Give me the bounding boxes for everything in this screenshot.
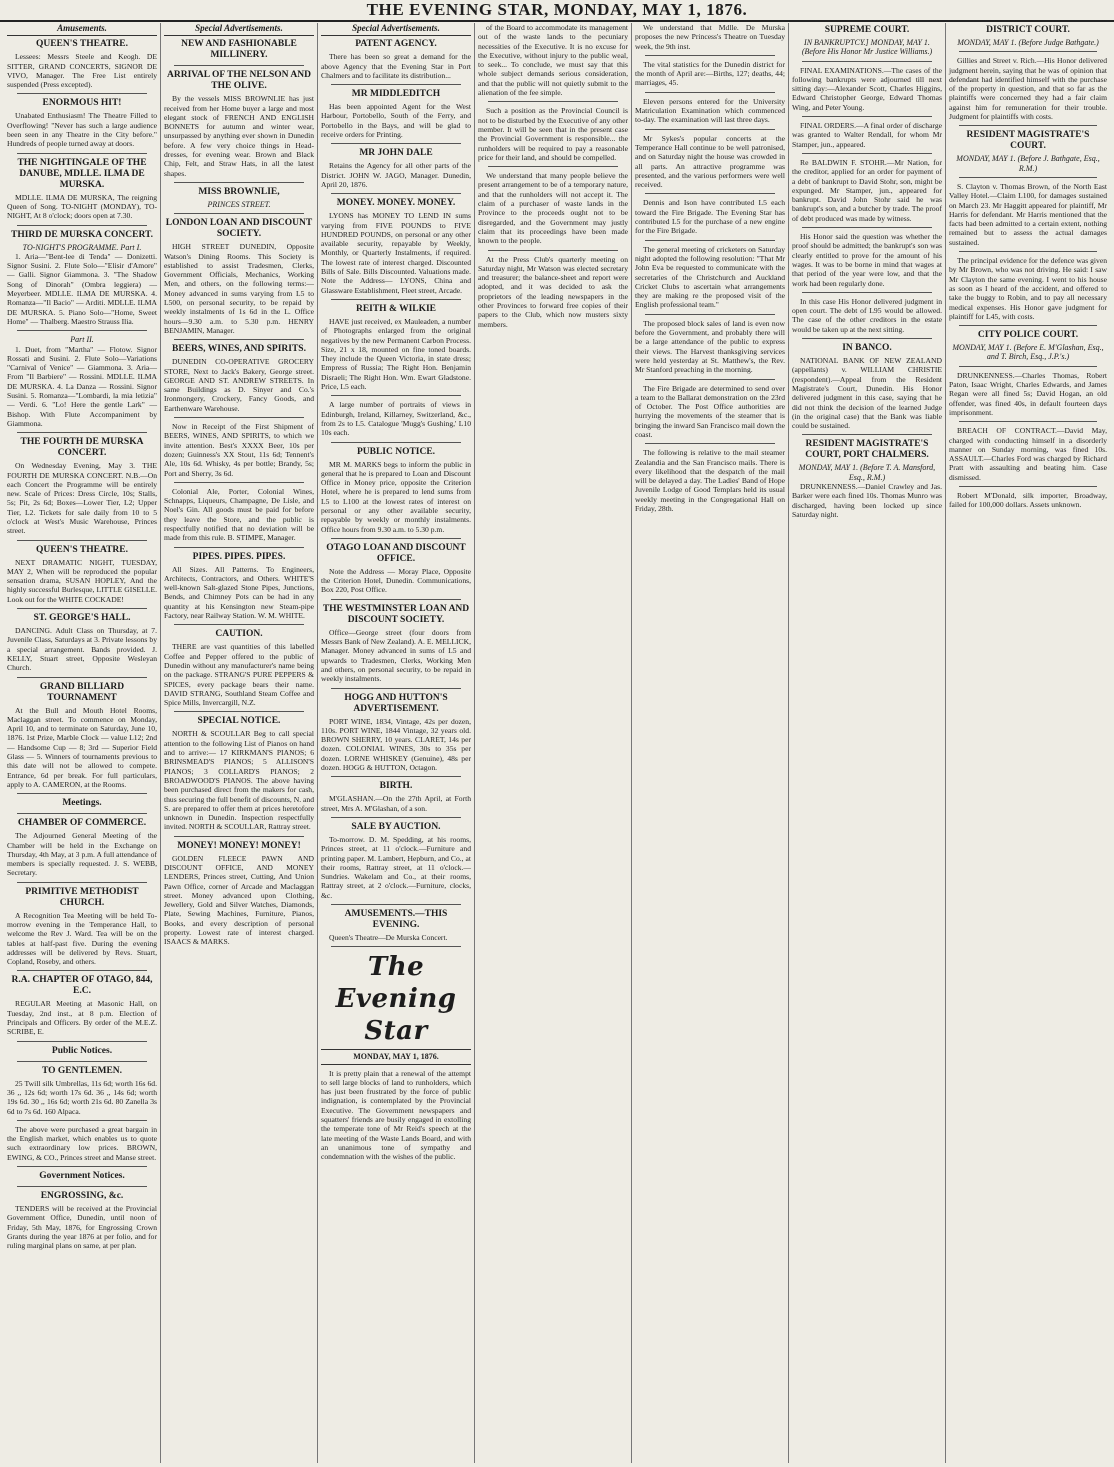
body-text: S. Clayton v. Thomas Brown, of the North East Valley Hotel.—Claim L100, for damages sustained on March 23. Mr Haggitt appeared for plaintiff, Mr Harris for defendant. Mr Harris mentioned that the facts had been admitted to a certain extent, nothing remained but to assess the actual damages sustained. — [949, 181, 1107, 247]
divider — [17, 1061, 147, 1062]
headline: THE NIGHTINGALE OF THE DANUBE, MDLLE. ILMA DE MURSKA. — [17, 157, 147, 190]
body-text: A Recognition Tea Meeting will be held To-morrow evening in the Temperance Hall, to welcome the Rev J. Ward. Tea will be on the tables at half-past five. During the evening addresses will be delivered by Revs. Stuart, Copland, Roseby, and others. — [7, 910, 157, 967]
article-block — [949, 25, 1107, 47]
body-text: The principal evidence for the defence was given by Mr Brown, who was not driving. He said: I saw Mr Clayton the same evening. I went to his house as soon as I heard of the accident, and offered to take the buggy to Robin, and to pay all necessary medical expenses. His Honor gave judgment for plaintiff for L45, with costs. — [949, 256, 1107, 321]
divider — [331, 599, 461, 600]
headline: RESIDENT MAGISTRATE'S COURT, PORT CHALMERS. — [805, 439, 929, 461]
masthead-title: THE EVENING STAR, MONDAY, MAY 1, 1876. — [366, 0, 748, 19]
divider — [17, 1120, 147, 1121]
divider — [959, 486, 1097, 487]
headline: REITH & WILKIE — [355, 303, 437, 314]
article-block — [7, 1191, 157, 1250]
divider — [331, 143, 461, 144]
body-text: FINAL EXAMINATIONS.—The cases of the following bankrupts were adjourned till next sitting day:—Alexander Scott, Charles Higgins, Edward Christopher George, Edward Thomas Wing, and Peter Young. — [792, 65, 942, 112]
headline: ST. GEORGE'S HALL. — [33, 613, 131, 624]
divider — [17, 1186, 147, 1187]
column-4 — [475, 23, 632, 1463]
article-block — [321, 1069, 471, 1162]
article-block — [321, 39, 471, 80]
article-block — [164, 716, 314, 831]
body-text: DANCING. Adult Class on Thursday, at 7. Juvenile Class, Saturdays at 3. Private lessons by a special arrangement. Bands provided. J. KELLY, Stuart street, Opposite Wesleyan Church. — [7, 626, 157, 673]
body-text: Note the Address — Moray Place, Opposite the Criterion Hotel, Dunedin. Communications, Box 220, Post Office. — [321, 566, 471, 595]
article-block — [7, 545, 157, 604]
body-text: His Honor said the question was whether the proof should be admitted; the bankrupt's son was clearly entitled to prove for the amount of his wages. It was to be borne in mind that wages at that period of the year were low, and that the work had been regularly done. — [792, 232, 942, 288]
article-block — [792, 439, 942, 519]
divider — [488, 101, 618, 102]
headline: ARRIVAL OF THE NELSON AND THE OLIVE. — [167, 70, 311, 92]
article-block — [792, 232, 942, 288]
article-block — [321, 304, 471, 391]
article-block — [7, 1125, 157, 1162]
body-text: 1. Duet, from "Martha" — Flotow. Signor Rossati and Susini. 2. Flute Solo—Variations "Carnival of Venice" — Giammona. 3. Aria—From "Il Barbiere" — Rossini. MDLLE. ILMA DE MURSKA. 4. La Danza — Rossini. Signor Susini. 5. Romanza—"Lombardi, la mia letizia" — Verdi. 6. "Lo! Here the gentle Lark" — Bishop. With Flute Accompaniment by Giammona. — [7, 344, 157, 428]
column-heading: Amusements. — [7, 23, 157, 36]
headline: NEW AND FASHIONABLE MILLINERY. — [181, 39, 297, 61]
article-block — [7, 613, 157, 672]
divider — [174, 213, 304, 214]
headline: HOGG AND HUTTON'S ADVERTISEMENT. — [344, 692, 448, 714]
headline: GRAND BILLIARD TOURNAMENT — [39, 681, 125, 703]
article-block — [164, 841, 314, 947]
column-2 — [161, 23, 318, 1463]
evening-star-masthead — [321, 951, 471, 1064]
article-block — [164, 70, 314, 178]
divider — [17, 432, 147, 433]
headline: SALE BY AUCTION. — [351, 821, 441, 832]
body-text: Now in Receipt of the First Shipment of BEERS, WINES, AND SPIRITS, to which we invite attention. Best's XXXX Beer, 10s per dozen; Guinness's XX Stout, 11s 6d; Tennent's Ale, 10s 6d. Whisky, 4s per bottle; Brandy, 5s; Port and Sherry, 3s 6d. — [164, 422, 314, 478]
body-text: The above were purchased a great bargain in the English market, which enables us to quote such extraordinary low prices. BROWN, EWING, & CO., Princes street and Manse street. — [7, 1124, 157, 1162]
article-block — [7, 818, 157, 877]
body-text: PORT WINE, 1834, Vintage, 42s per dozen, 110s. PORT WINE, 1844 Vintage, 32 years old. BROWN SHERRY, 10 years. CLARET, 14s per dozen. COLONIAL WINES, 30s to 35s per dozen. LORNE WHISKEY (Genuine), 48s per dozen. HOGG & HUTTON, Octagon. — [321, 716, 471, 773]
article-block — [321, 693, 471, 773]
divider — [174, 836, 304, 837]
article-block — [792, 297, 942, 334]
divider — [331, 688, 461, 689]
headline: PIPES. PIPES. PIPES. — [192, 551, 286, 562]
divider — [802, 153, 932, 154]
headline: THE WESTMINSTER LOAN AND DISCOUNT SOCIETY. — [322, 603, 470, 625]
divider — [17, 153, 147, 154]
article-block — [321, 909, 471, 942]
headline: R.A. CHAPTER OF OTAGO, 844, E.C. — [11, 975, 153, 997]
divider — [174, 624, 304, 625]
article-block — [792, 158, 942, 223]
subheading: Part II. — [70, 335, 94, 345]
body-text: Gillies and Street v. Rich.—His Honor delivered judgment herein, saying that he was of opinion that defendant had identified himself with the purchase of the property in question, and that so far as the plaintiffs were concerned they had a fair claim against him for remuneration for their trouble. Judgment for plaintiffs with costs. — [949, 56, 1107, 122]
body-text: The proposed block sales of land is even now before the Government, and probably there will be a large attendance of the public to express their views. The Harvest thanksgiving services were held yesterday at St. Matthew's, the Rev. Mr Stanford preaching in the morning. — [635, 318, 785, 375]
divider — [331, 904, 461, 905]
body-text: HIGH STREET DUNEDIN, Opposite Watson's Dining Rooms. This Society is established to assist Tradesmen, Clerks, Government Officials, Mechanics, Working Men, and others, on the following terms:— Money advanced in sums varying from L5 to L500, on personal security, to be repaid by weekly instalments of 1s 6d in the L. Office hours—9.30 a.m. to 5.30 p.m. HENRY BENJAMIN, Manager. — [164, 242, 314, 335]
divider — [17, 813, 147, 814]
article-block — [164, 487, 314, 543]
column-7 — [946, 23, 1110, 1463]
divider — [174, 711, 304, 712]
article-block — [7, 335, 157, 428]
divider — [17, 330, 147, 331]
body-text: REGULAR Meeting at Masonic Hall, on Tuesday, 2nd inst., at 8 p.m. Election of Principals and Officers. By order of the M.E.Z. SCRIBE, E. — [7, 999, 157, 1037]
headline: ENORMOUS HIT! — [42, 98, 122, 109]
headline: THE FOURTH DE MURSKA CONCERT. — [20, 437, 144, 459]
divider — [17, 970, 147, 971]
subheading: MONDAY, MAY 1. (Before J. Bathgate, Esq., R.M.) — [956, 154, 1100, 173]
divider — [645, 129, 775, 130]
body-text: Office—George street (four doors from Messrs Bank of New Zealand). A. E. MELLICK, Manager. Money advanced in sums of L5 and upwards to Tradesmen, Clerks, Working Men and others, on personal security, to be repaid in weekly instalments. — [321, 627, 471, 684]
body-text: There has been so great a demand for the above Agency that the Evening Star in Port Chalmers and to facilitate its distribution... — [321, 52, 471, 80]
divider — [17, 677, 147, 678]
body-text: NATIONAL BANK OF NEW ZEALAND (appellants) v. WILLIAM CHRISTIE (respondent).—Appeal from the Resident Magistrate's Court, Dunedin. His Honor delivered judgment in this case, saying that he did not think the decision of the learned Judge (in the original case) that the Bank was liable could be sustained. — [792, 356, 942, 431]
body-text: HAVE just received, ex Mauleaden, a number of Photographs enlarged from the original negatives by the new Permanent Carbon Process. Size, 21 x 18, mounted on fine toned boards. They include the Queen Victoria, in state dress; Empress of Russia; The Right Hon. Benjamin Disraeli; The Right Hon. Wm. Ewart Gladstone. Price, L5 each. — [321, 316, 471, 392]
headline: PUBLIC NOTICE. — [356, 446, 436, 457]
article-block — [949, 56, 1107, 121]
body-text: LYONS has MONEY TO LEND IN sums varying from FIVE POUNDS to FIVE HUNDRED POUNDS, on personal or any other available security, repayable by Weekly, Monthly, or Quarterly Instalments, if required. The lowest rate of interest charged. Discounted Bills of Sale. Bills Discounted. Valuations made. Note the Address— LYONS, China and Glassware Establishment, Fleet street, Arcade. — [321, 211, 471, 295]
article-block — [321, 198, 471, 295]
article-block — [635, 384, 785, 440]
body-text: NEXT DRAMATIC NIGHT, TUESDAY, MAY 2, When will be reproduced the popular sensation drama, SUSAN HOPLEY, And the highly successful Burlesque, LITTLE GISELLE. Look out for the WHITE COCKADE! — [7, 557, 157, 604]
divider — [645, 55, 775, 56]
body-text: BREACH OF CONTRACT.—David May, charged with conducting himself in a disorderly manner on Sunday morning, was fined 10s. ASSAULT.—Charles Ford was charged by Richard Pratt with assaulting and beating him. Case dismissed. — [949, 426, 1107, 482]
column-heading: Special Advertisements. — [164, 23, 314, 36]
divider — [331, 538, 461, 539]
divider — [802, 116, 932, 117]
article-block — [635, 319, 785, 375]
article-block — [7, 437, 157, 535]
body-text: All Sizes. All Patterns. To Engineers, Architects, Contractors, and Others. WHITE'S well-known Salt-glazed Stone Pipes, Junctions, Bends, and Chimney Pots can be had in any quantity at his Kensington new Steam-pipe Factory, near Railway Station. W. M. WHITE. — [164, 564, 314, 621]
article-block — [949, 256, 1107, 321]
headline: OTAGO LOAN AND DISCOUNT OFFICE. — [326, 542, 466, 564]
article-block — [949, 330, 1107, 362]
body-text: TENDERS will be received at the Provincial Government Office, Dunedin, until noon of Friday, 5th May, 1876, for Engrossing Crown Grants during the year 1876 at per folio, and for ruling marginal plans on same, at per plan. — [7, 1204, 157, 1251]
headline: IN BANCO. — [842, 343, 892, 354]
body-text: By the vessels MISS BROWNLIE has just received from her Home buyer a large and most elegant stock of FRENCH AND ENGLISH BONNETS for autumn and winter wear, unsurpassed by anything ever shown in Dunedin before. A few very choice things in Head-dresses, for evening wear. Brown and Black Chip, Felt, and Straw Hats, in all the latest shapes. — [164, 94, 314, 178]
headline: RESIDENT MAGISTRATE'S COURT. — [966, 130, 1090, 152]
subheading: IN BANKRUPTCY.] MONDAY, MAY 1. (Before His Honor Mr Justice Williams.) — [801, 38, 933, 57]
article-block — [164, 422, 314, 478]
column-6 — [789, 23, 946, 1463]
divider — [645, 240, 775, 241]
divider — [645, 443, 775, 444]
article-block — [7, 230, 157, 327]
article-block — [7, 798, 157, 809]
body-text: Robert M'Donald, silk importer, Broadway, failed for 100,000 dollars. Assets unknown. — [949, 490, 1107, 510]
divider — [174, 182, 304, 183]
article-block — [792, 121, 942, 149]
article-block — [792, 66, 942, 112]
divider — [331, 946, 461, 947]
headline: MR JOHN DALE — [359, 148, 433, 159]
article-block — [478, 106, 628, 162]
article-block — [164, 218, 314, 335]
headline: THIRD DE MURSKA CONCERT. — [10, 229, 153, 240]
divider — [959, 325, 1097, 326]
article-block — [478, 171, 628, 245]
article-block — [792, 25, 942, 57]
article-block — [635, 134, 785, 190]
divider — [174, 482, 304, 483]
headline: CAUTION. — [215, 629, 263, 640]
article-block — [478, 255, 628, 329]
headline: PATENT AGENCY. — [355, 39, 437, 50]
headline: PRIMITIVE METHODIST CHURCH. — [25, 886, 139, 908]
headline: TO GENTLEMEN. — [41, 1065, 123, 1076]
article-block — [164, 629, 314, 707]
body-text: MR M. MARKS begs to inform the public in general that he is prepared to Loan and Discount Office in Money price, opposite the Criterion Hotel, where he is prepared to lend sums from L5 to L100 at the lowest rates of interest on personal or any other available security, repayable by weekly or monthly instalments. Office hours from 9.30 a.m. to 5.30 p.m. — [321, 459, 471, 534]
subheading: MONDAY, MAY 1. (Before T. A. Mansford, Esq., R.M.) — [798, 463, 936, 482]
divider — [331, 299, 461, 300]
divider — [174, 339, 304, 340]
divider — [17, 540, 147, 541]
body-text: Lessees: Messrs Steele and Keogh. DE SITTER, GRAND CONCERTS, SIGNOR DE VIVO, Manager. The Free List entirely suspended (Press excepted). — [7, 52, 157, 90]
headline: MONEY! MONEY! MONEY! — [177, 840, 301, 851]
column-3 — [318, 23, 475, 1463]
body-text: FINAL ORDERS.—A final order of discharge was granted to Walter Rendall, for whom Mr Stamper, jun., appeared. — [792, 121, 942, 149]
article-block — [7, 682, 157, 790]
body-text: Unabated Enthusiasm! The Theatre Filled to Overflowing! "Never has such a large audience been seen in any Theatre in the City before." Hundreds of people turned away at doors. — [7, 111, 157, 149]
body-text: It is pretty plain that a renewal of the attempt to sell large blocks of land to runholders, which has just been frustrated by the force of public indignation, is contemplated by the Provincial Executive. The Government newspapers and squatters' friends are busily engaged in extolling the temperate tone of Mr Reid's speech at the late meeting of the Waste Lands Board, and with an unanimous tone of sympathy and condemnation with the wishes of the public. — [321, 1068, 471, 1162]
divider — [17, 225, 147, 226]
divider — [959, 51, 1097, 52]
article-block — [635, 60, 785, 88]
article-block — [478, 23, 628, 97]
headline: ENGROSSING, &c. — [40, 1191, 124, 1202]
headline: LONDON LOAN AND DISCOUNT SOCIETY. — [165, 218, 313, 240]
body-text: Queen's Theatre—De Murska Concert. — [329, 933, 448, 942]
body-text: 25 Twill silk Umbrellas, 11s 6d; worth 16s 6d. 36 ,, 12s 6d; worth 17s 6d. 36 ,, 14s 6d; worth 19s 6d. 30 ,, 16s 6d; worth 21s 6d. 80 Zanella 3s 6d to 7s 6d. 160 Alpaca. — [7, 1078, 157, 1116]
subheading: TO-NIGHT'S PROGRAMME. Part I. — [22, 242, 142, 252]
body-text: On Wednesday Evening, May 3. THE FOURTH DE MURSKA CONCERT. N.B.—On each Concert the Programme will be entirely new. Scale of Prices: Dress Circle, 10s; Stalls, 5s; Pit, 2s 6d; Boxes—Lower Tier, L2; Upper Tier, L2. Tickets for sale daily from 10 to 5 o'clock at West's Music Warehouse, Princes street. — [7, 461, 157, 536]
body-text: DUNEDIN CO-OPERATIVE GROCERY STORE, Next to Jack's Bakery, George street. GEORGE AND ST. ANDREW STREETS. In same Buildings as D. Sinyer and Co.'s Ironmongery, Crockery, Fancy Goods, and Earthenware Warehouse. — [164, 357, 314, 413]
headline: MISS BROWNLIE, — [198, 186, 280, 197]
article-block — [949, 130, 1107, 173]
headline: MR MIDDLEDITCH — [351, 89, 441, 100]
subheading: MONDAY, MAY 1. (Before E. M'Glashan, Esq., and T. Birch, Esq., J.P.'s.) — [952, 343, 1104, 362]
body-text: DRUNKENNESS.—Charles Thomas, Robert Paton, Isaac Wright, Charles Edwards, and James Regan were all fined 5s; David Hogan, an old offender, was fined 40s, in default fourteen days imprisonment. — [949, 370, 1107, 417]
divider — [959, 125, 1097, 126]
divider — [488, 250, 618, 251]
body-text: Retains the Agency for all other parts of the District. JOHN W. JAGO, Manager. Dunedin, April 20, 1876. — [321, 161, 471, 189]
divider — [488, 166, 618, 167]
body-text: M'GLASHAN.—On the 27th April, at Forth street, Mrs A. M'Glashan, of a son. — [321, 794, 471, 813]
divider — [802, 61, 932, 62]
divider — [331, 84, 461, 85]
body-text: DRUNKENNESS.—Daniel Crawley and Jas. Barker were each fined 10s. Thomas Munro was discharged, having been locked up since Saturday night. — [792, 481, 942, 519]
body-text: The following is relative to the mail steamer Zealandia and the San Francisco mails. There is every likelihood that the despatch of the mail will be delayed a day. The Ladies' Band of Hope Juvenile Lodge of Good Templars held its usual weekly meeting in the Congregational Hall on Friday, 28th. — [635, 448, 785, 514]
body-text: MDLLE. ILMA DE MURSKA, The reigning Queen of Song. TO-NIGHT (MONDAY), TO-NIGHT, At 8 o'clock; doors open at 7.30. — [7, 192, 157, 221]
body-text: THERE are vast quantities of this labelled Coffee and Pepper offered to the public of Dunedin without any manufacturer's name being on the package. STRANG'S PURE PEPPERS & SPICES, every package bears their name. DAVID STRANG, Southland Steam Coffee and Spice Mills, Invercargill, N.Z. — [164, 642, 314, 708]
article-block — [321, 781, 471, 813]
divider — [17, 608, 147, 609]
headline: Meetings. — [62, 798, 102, 809]
article-block — [321, 822, 471, 900]
headline: Government Notices. — [39, 1171, 125, 1182]
divider — [331, 776, 461, 777]
article-block — [7, 1171, 157, 1182]
headline: SPECIAL NOTICE. — [197, 716, 281, 727]
body-text: In this case His Honor delivered judgment in open court. The debt of L95 would be allowed. The case of the other creditors in the estate would be taken up at the next sitting. — [792, 296, 942, 334]
article-block — [321, 148, 471, 189]
divider — [802, 227, 932, 228]
article-block — [164, 39, 314, 61]
article-block — [164, 187, 314, 209]
body-text: A large number of portraits of views in Edinburgh, Ireland, Killarney, Switzerland, &c., from 2s to L5. Catalogue 'Mugg's Gushing,' L10 10s each. — [321, 400, 471, 438]
body-text: Re BALDWIN F. STOHR.—Mr Nation, for the creditor, applied for an order for payment of a debt of bankrupt to David Stohr, son, might be expunged. Mr Stamper, jun., appeared for bankrupt. David John Stohr said he was bankrupt's son, and a butcher by trade. The proof of debt produced was made by witness. — [792, 157, 942, 223]
body-text: The Fire Brigade are determined to send over a team to the Ballarat demonstration on the 23rd of October. The Post Office authorities are hurrying the movements of the steamer that is bringing the inward San Francisco mail down the coast. — [635, 383, 785, 439]
divider — [174, 65, 304, 66]
divider — [174, 417, 304, 418]
body-text: At the Press Club's quarterly meeting on Saturday night, Mr Watson was elected secretary and treasurer; the balance-sheet and report were adopted, and it was decided to ask the proprietors of the leading newspapers in the other Provinces to forward free copies of their papers to the Club, which now musters sixty members. — [478, 254, 628, 329]
divider — [174, 547, 304, 548]
divider — [17, 793, 147, 794]
divider — [645, 92, 775, 93]
divider — [645, 314, 775, 315]
article-block — [164, 344, 314, 413]
divider — [17, 93, 147, 94]
divider — [959, 177, 1097, 178]
body-text: We understand that many people believe the present arrangement to be of a temporary nature, and that the runholders will not accept it. The claim of a purchaser of waste lands in the Province to the proceeds ought not to be disregarded, and the Government may justly claim that its proceedings have been made known to the people. — [478, 171, 628, 246]
article-block — [321, 543, 471, 595]
article-block — [635, 198, 785, 235]
article-block — [321, 604, 471, 684]
headline: CITY POLICE COURT. — [977, 330, 1079, 341]
body-text: To-morrow. D. M. Spedding, at his rooms, Princes street, at 11 o'clock.—Furniture and printing paper. M. Lambert, Hepburn, and Co., at their rooms, Rattray street, at 11 o'clock.—Sundries. Wakelam and Co., at their rooms, Rattray street, at 2 o'clock.—Furniture, clocks, &c. — [321, 834, 471, 900]
subheading: MONDAY, MAY 1. (Before Judge Bathgate.) — [957, 38, 1099, 47]
headline: CHAMBER OF COMMERCE. — [17, 818, 147, 829]
body-text: Colonial Ale, Porter, Colonial Wines, Schnapps, Liqueurs, Champagne, De Lisle, and Noel's Gin. All goods must be paid for before they leave the Store, and the public is respectfully notified that no deviation will be made from this rule. B. STIMPE, Manager. — [164, 486, 314, 543]
body-text: Dennis and Ison have contributed L5 each toward the Fire Brigade. The Evening Star has contributed L5 for the purchase of a new engine for the Fire Brigade. — [635, 198, 785, 236]
article-block — [7, 975, 157, 1036]
divider — [802, 338, 932, 339]
article-block — [635, 448, 785, 513]
article-block — [7, 887, 157, 967]
article-block — [7, 158, 157, 221]
newspaper-columns — [4, 23, 1110, 1463]
article-block — [635, 23, 785, 51]
column-1 — [4, 23, 161, 1463]
article-block — [321, 400, 471, 437]
divider — [802, 292, 932, 293]
body-text: At the Bull and Mouth Hotel Rooms, Maclaggan street. To commence on Monday, April 10, and to terminate on Saturday, June 10, 1876. 1st Prize, Marble Clock — value L12; 2nd — Handsome Cup — 8; 3rd — Superior Field Glass — 5. Winners of tournaments previous to this date will not be allowed to compete. Entrance, 6d per break. For full particulars, apply to A. CAMERON, at the Rooms. — [7, 705, 157, 789]
headline: Public Notices. — [51, 1045, 113, 1056]
headline: DISTRICT COURT. — [986, 25, 1070, 35]
body-text: The Adjourned General Meeting of the Chamber will be held in the Exchange on Thursday, 4th May, at 3 p.m. A full attendance of members is specially requested. J. S. WEBB, Secretary. — [7, 831, 157, 878]
body-text: Eleven persons entered for the University Matriculation Examination which commenced to-day. The examination will last three days. — [635, 96, 785, 125]
article-block — [321, 447, 471, 534]
article-block — [949, 491, 1107, 510]
headline: QUEEN'S THEATRE. — [35, 39, 129, 50]
article-block — [321, 89, 471, 139]
column-heading: Special Advertisements. — [321, 23, 471, 36]
divider — [959, 421, 1097, 422]
divider — [17, 882, 147, 883]
body-text: We understand that Mdlle. De Murska proposes the new Princess's Theatre on Tuesday week, the 9th inst. — [635, 23, 785, 51]
body-text: The vital statistics for the Dunedin district for the month of April are:—Births, 127; deaths, 44; marriages, 45. — [635, 59, 785, 88]
newspaper-masthead — [0, 0, 1114, 22]
body-text: GOLDEN FLEECE PAWN AND DISCOUNT OFFICE, AND MONEY LENDERS, Princes street, Cutting, And Union Pawn Office, corner of Arcade and Maclaggan street. Money advanced upon Clothing, Jewellery, Gold and Silver Watches, Diamonds, Plate, Sewing Machines, Furniture, Pianos, Books, and every description of personal property. Lowest rate of interest charged. ISAACS & MARKS. — [164, 853, 314, 947]
body-text: The general meeting of cricketers on Saturday night adopted the following resolution: "That Mr John Eva be requested to communicate with the secretaries of the Christchurch and Auckland Cricket Clubs to ascertain what arrangements they are making re the proposed visit of the English professional team." — [635, 244, 785, 310]
divider — [645, 193, 775, 194]
article-block — [7, 1066, 157, 1116]
body-text: Mr Sykes's popular concerts at the Temperance Hall continue to be well patronised, and on Saturday night the house was crowded in all parts. An attractive programme was presented, and the various performers were well received. — [635, 133, 785, 190]
divider — [331, 395, 461, 396]
headline: BIRTH. — [379, 781, 413, 792]
divider — [331, 193, 461, 194]
divider — [331, 817, 461, 818]
column-5 — [632, 23, 789, 1463]
divider — [17, 1041, 147, 1042]
body-text: NORTH & SCOULLAR Beg to call special attention to the following List of Pianos on hand and to arrive:— 17 KIRKMAN'S PIANOS; 6 BRINSMEAD'S PIANOS; 5 ALLISON'S PIANOS; 3 COLLARD'S PIANOS; 2 BROADWOOD'S PIANOS. The above having been purchased direct from the makers for cash, thus securing the full benefit of discounts, N. and S. are prepared to offer them at prices heretofore unknown in Dunedin. Inspection respectfully invited. NORTH & SCOULLAR, Rattray street. — [164, 729, 314, 832]
divider — [959, 251, 1097, 252]
body-text: Has been appointed Agent for the West Harbour, Portobello, South of the Ferry, and Portobello in the Bays, and will be glad to receive orders for Printing. — [321, 102, 471, 140]
issue-date: MONDAY, MAY 1, 1876. — [321, 1049, 471, 1064]
divider — [802, 434, 932, 435]
divider — [645, 379, 775, 380]
divider — [331, 442, 461, 443]
article-block — [7, 98, 157, 148]
headline: BEERS, WINES, AND SPIRITS. — [172, 344, 306, 355]
article-block — [949, 426, 1107, 482]
subheading: PRINCES STREET. — [207, 199, 271, 209]
body-text: Such a position as the Provincial Council is not to be disturbed by the Executive of any other member. It will be seen that in the present case the Provincial Government is responsible... the runholders will be required to pay a reasonable price for their land, and should be compelled. — [478, 106, 628, 162]
article-block — [635, 97, 785, 125]
article-block — [792, 343, 942, 430]
newspaper-nameplate: The Evening Star — [335, 952, 457, 1047]
divider — [959, 366, 1097, 367]
headline: AMUSEMENTS.—THIS EVENING. — [344, 909, 448, 930]
headline: SUPREME COURT. — [824, 25, 910, 35]
divider — [17, 1166, 147, 1167]
headline: MONEY. MONEY. MONEY. — [336, 198, 456, 209]
article-block — [7, 1046, 157, 1057]
article-block — [949, 371, 1107, 417]
article-block — [949, 182, 1107, 247]
article-block — [164, 552, 314, 621]
article-block — [7, 39, 157, 89]
body-text: 1. Aria—"Bent-lee di Tenda" — Donizetti. Signor Susini. 2. Flute Solo—"Elisir d'Amore" — Galli. Signor Giammona. 3. "The Shadow Song of Dinorah" (Ombra leggiera) — Meyerbeer. MDLLE. ILMA DE MURSKA. 4. Romanza—"Il Bacio" — Arditi. MDLLE. ILMA DE MURSKA. 5. Piano Solo—"Home, Sweet Home" — Thalberg. Maestro Strauss Ilia. — [7, 251, 157, 326]
body-text: of the Board to accommodate its management out of the waste lands to the pecuniary necessities of the Executive. It is no excuse for the Executive, without injury to the public weal, to seek... To conclude, we must say that this whole subject demands serious consideration, and that the public will not quietly submit to the alienation of the fee simple. — [478, 23, 628, 98]
article-block — [635, 245, 785, 310]
headline: QUEEN'S THEATRE. — [35, 544, 129, 555]
